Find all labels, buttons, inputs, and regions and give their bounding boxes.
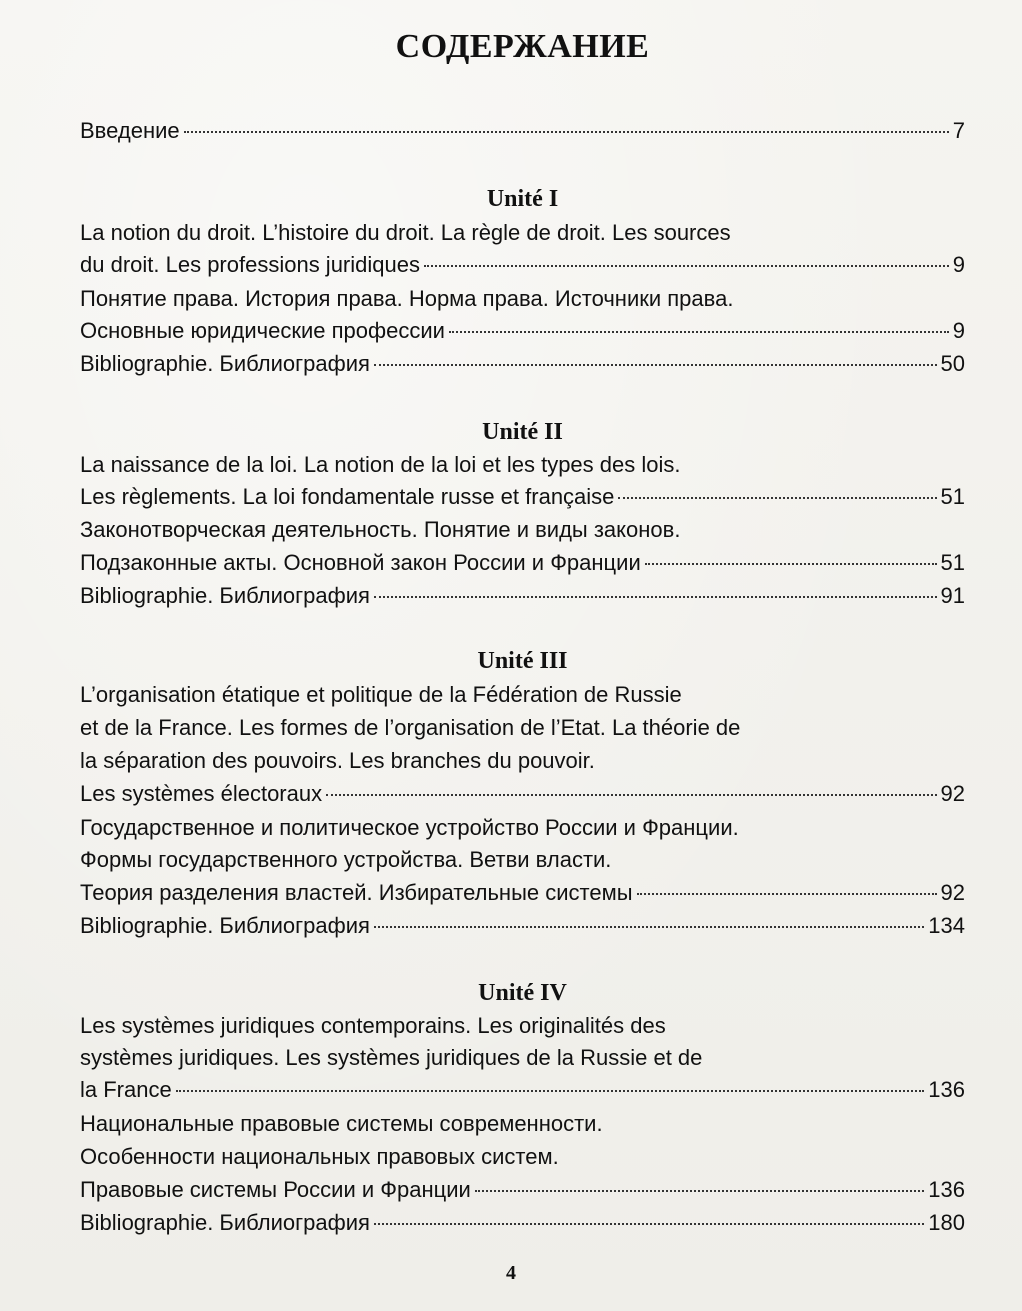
page-number: 92 [940, 781, 965, 806]
entry-line: Формы государственного устройства. Ветви власти. [80, 847, 612, 872]
toc-entry-introduction[interactable] [80, 118, 965, 144]
page-number: 51 [940, 550, 965, 575]
toc-entry[interactable] [80, 318, 965, 344]
page-number: 134 [928, 913, 965, 938]
entry-text: Теория разделения властей. Избирательные системы [80, 880, 633, 905]
toc-entry[interactable] [80, 484, 965, 510]
page-number: 7 [952, 118, 965, 143]
toc-entry[interactable] [80, 550, 965, 576]
entry-text: Bibliographie. Библиография [80, 1210, 370, 1235]
dot-leader [184, 131, 949, 133]
entry-text: Правовые системы России и Франции [80, 1177, 471, 1202]
entry-text: Bibliographie. Библиография [80, 583, 370, 608]
page-number: 92 [940, 880, 965, 905]
page-number: 136 [928, 1077, 965, 1102]
entry-line: Национальные правовые системы современности. [80, 1111, 603, 1136]
toc-entry-bibliography[interactable] [80, 351, 965, 377]
dot-leader [374, 596, 937, 598]
dot-leader [645, 563, 937, 565]
toc-entry-bibliography[interactable] [80, 1210, 965, 1236]
page-number: 91 [940, 583, 965, 608]
page-number: 9 [952, 318, 965, 343]
entry-text: Les règlements. La loi fondamentale russe et française [80, 484, 615, 509]
entry-line: L’organisation étatique et politique de la Fédération de Russie [80, 682, 682, 707]
dot-leader [424, 265, 949, 267]
page-number: 180 [928, 1210, 965, 1235]
toc-entry[interactable] [80, 880, 965, 906]
toc-entry[interactable] [80, 252, 965, 278]
entry-line: La naissance de la loi. La notion de la loi et les types des lois. [80, 452, 681, 477]
entry-text: la France [80, 1077, 172, 1102]
unit-heading: Unité IV [478, 980, 567, 1006]
entry-text: Подзаконные акты. Основной закон России и Франции [80, 550, 641, 575]
entry-line: Понятие права. История права. Норма права. Источники права. [80, 286, 734, 311]
toc-entry[interactable] [80, 1177, 965, 1203]
dot-leader [176, 1090, 925, 1092]
entry-line: la séparation des pouvoirs. Les branches du pouvoir. [80, 748, 595, 773]
toc-entry-bibliography[interactable] [80, 913, 965, 939]
page-number: 50 [940, 351, 965, 376]
dot-leader [637, 893, 937, 895]
entry-line: La notion du droit. L’histoire du droit. La règle de droit. Les sources [80, 220, 731, 245]
dot-leader [618, 497, 936, 499]
entry-text: Bibliographie. Библиография [80, 351, 370, 376]
page-folio-number: 4 [506, 1262, 516, 1284]
entry-line: Государственное и политическое устройство России и Франции. [80, 815, 739, 840]
toc-entry[interactable] [80, 1077, 965, 1103]
dot-leader [475, 1190, 925, 1192]
entry-line: systèmes juridiques. Les systèmes juridiques de la Russie et de [80, 1045, 703, 1070]
entry-text: du droit. Les professions juridiques [80, 252, 420, 277]
entry-text: Введение [80, 118, 180, 143]
entry-line: Особенности национальных правовых систем. [80, 1144, 559, 1169]
toc-entry-bibliography[interactable] [80, 583, 965, 609]
page-number: 136 [928, 1177, 965, 1202]
entry-text: Les systèmes électoraux [80, 781, 323, 806]
entry-line: Законотворческая деятельность. Понятие и виды законов. [80, 517, 681, 542]
dot-leader [374, 1223, 924, 1225]
dot-leader [449, 331, 949, 333]
entry-text: Bibliographie. Библиография [80, 913, 370, 938]
dot-leader [326, 794, 936, 796]
unit-heading: Unité II [482, 419, 563, 445]
unit-heading: Unité III [477, 648, 568, 674]
entry-line: Les systèmes juridiques contemporains. Les originalités des [80, 1013, 666, 1038]
toc-entry[interactable] [80, 781, 965, 807]
dot-leader [374, 926, 924, 928]
page-number: 51 [940, 484, 965, 509]
unit-heading: Unité I [486, 186, 559, 212]
page-number: 9 [952, 252, 965, 277]
entry-text: Основные юридические профессии [80, 318, 445, 343]
page-title: СОДЕРЖАНИЕ [395, 28, 650, 65]
entry-line: et de la France. Les formes de l’organisation de l’Etat. La théorie de [80, 715, 741, 740]
dot-leader [374, 364, 937, 366]
